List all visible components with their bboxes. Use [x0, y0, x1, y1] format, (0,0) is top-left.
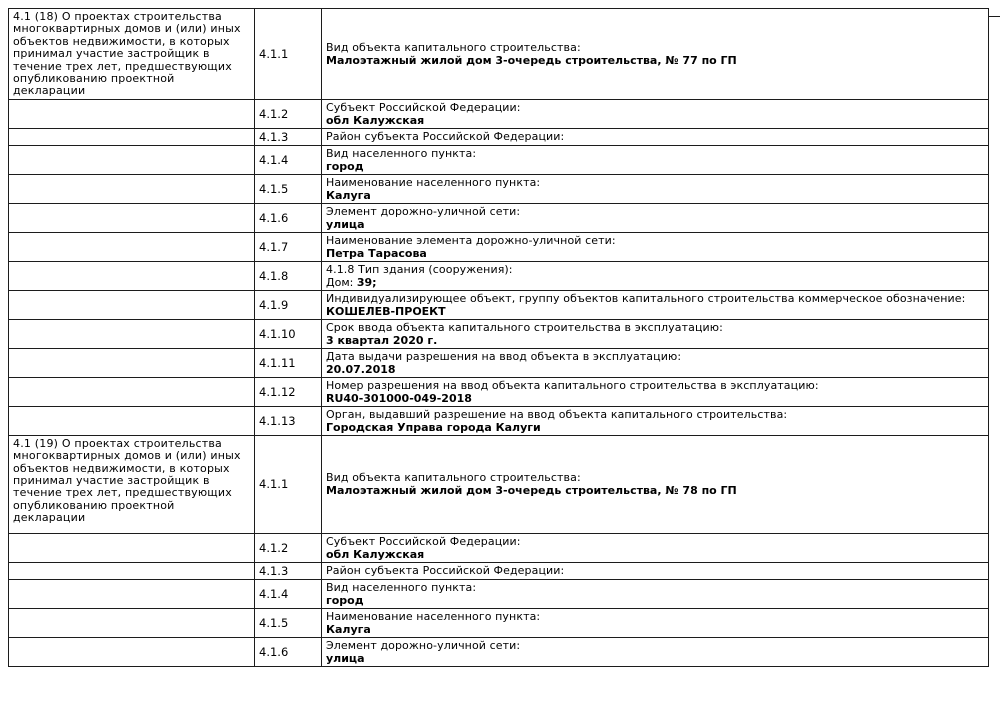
field-value — [326, 548, 984, 561]
row-content-cell — [322, 232, 989, 261]
field-value-text: 3 квартал 2020 г. — [326, 333, 438, 347]
row-content-cell — [322, 579, 989, 608]
field-value — [326, 594, 984, 607]
field-value-text: Петра Тарасова — [326, 246, 427, 260]
table-row — [9, 533, 989, 562]
field-value-text: Малоэтажный жилой дом 3-очередь строительства, № 78 по ГП — [326, 484, 737, 498]
row-content-cell — [322, 145, 989, 174]
field-value — [326, 421, 984, 434]
row-number-cell: 4.1.4 — [255, 145, 322, 174]
section-description-cell-empty — [9, 232, 255, 261]
field-value — [326, 334, 984, 347]
field-value-text: 20.07.2018 — [326, 362, 396, 376]
row-number-cell: 4.1.3 — [255, 562, 322, 579]
field-label: Орган, выдавший разрешение на ввод объекта капитального строительства: — [326, 407, 788, 421]
row-number-cell: 4.1.10 — [255, 319, 322, 348]
table-row — [9, 377, 989, 406]
field-value — [326, 218, 984, 231]
table-row — [9, 579, 989, 608]
field-label: Вид объекта капитального строительства: — [326, 471, 581, 485]
field-value — [326, 363, 984, 376]
section-description-cell-empty — [9, 562, 255, 579]
row-content-cell — [322, 261, 989, 290]
field-label: Индивидуализирующее объект, группу объектов капитального строительства коммерческое обозначение: — [326, 291, 966, 305]
section-description-cell-empty — [9, 579, 255, 608]
field-label: Наименование населенного пункта: — [326, 609, 541, 623]
section-description-cell: 4.1 (18) О проектах строительства многоквартирных домов и (или) иных объектов недвижимости, в которых принимал участие застройщик в течение трех лет, предшествующих опубликованию проектной декларации — [9, 9, 255, 100]
section-description-cell-empty — [9, 145, 255, 174]
field-value — [326, 189, 984, 202]
section-description-cell-empty — [9, 174, 255, 203]
field-value-text: Калуга — [326, 622, 371, 636]
row-number-cell: 4.1.3 — [255, 128, 322, 145]
table-row — [9, 319, 989, 348]
row-number-cell: 4.1.5 — [255, 608, 322, 637]
row-number-cell: 4.1.6 — [255, 203, 322, 232]
field-value — [326, 114, 984, 127]
table-row — [9, 99, 989, 128]
table-row — [9, 232, 989, 261]
field-value — [326, 392, 984, 405]
section-description-cell-empty — [9, 261, 255, 290]
field-value-prefix: Дом: — [326, 275, 357, 289]
field-value-text: Малоэтажный жилой дом 3-очередь строительства, № 77 по ГП — [326, 53, 737, 67]
row-content-cell — [322, 290, 989, 319]
table-row — [9, 145, 989, 174]
field-label: Наименование населенного пункта: — [326, 175, 541, 189]
table-row — [9, 203, 989, 232]
field-label: Наименование элемента дорожно-уличной сети: — [326, 233, 616, 247]
row-number-cell: 4.1.7 — [255, 232, 322, 261]
field-label: Вид населенного пункта: — [326, 146, 477, 160]
row-content-cell — [322, 348, 989, 377]
field-value-text: 39; — [356, 275, 377, 289]
field-value-text: Калуга — [326, 188, 371, 202]
table-row — [9, 290, 989, 319]
row-content-cell — [322, 435, 989, 533]
field-label: Район субъекта Российской Федерации: — [326, 564, 565, 578]
field-value — [326, 484, 984, 497]
table-row — [9, 608, 989, 637]
row-number-cell: 4.1.4 — [255, 579, 322, 608]
document-page — [0, 8, 1000, 707]
section-description-cell-empty — [9, 377, 255, 406]
table-row — [9, 261, 989, 290]
field-label: Срок ввода объекта капитального строительства в эксплуатацию: — [326, 320, 723, 334]
table-row — [9, 9, 989, 100]
row-number-cell: 4.1.2 — [255, 99, 322, 128]
row-content-cell — [322, 406, 989, 435]
field-label: Элемент дорожно-уличной сети: — [326, 638, 521, 652]
section-description-cell-empty — [9, 128, 255, 145]
row-content-cell — [322, 562, 989, 579]
field-value-text: Городская Управа города Калуги — [326, 420, 541, 434]
row-content-cell — [322, 319, 989, 348]
field-label: Субъект Российской Федерации: — [326, 534, 521, 548]
field-label: Субъект Российской Федерации: — [326, 100, 521, 114]
table-row — [9, 637, 989, 666]
row-number-cell: 4.1.11 — [255, 348, 322, 377]
row-number-cell: 4.1.2 — [255, 533, 322, 562]
section-description-cell: 4.1 (19) О проектах строительства многоквартирных домов и (или) иных объектов недвижимости, в которых принимал участие застройщик в течение трех лет, предшествующих опубликованию проектной декларации — [9, 435, 255, 533]
field-label: Номер разрешения на ввод объекта капитального строительства в эксплуатацию: — [326, 378, 819, 392]
row-content-cell — [322, 637, 989, 666]
row-number-cell: 4.1.13 — [255, 406, 322, 435]
field-value — [326, 247, 984, 260]
field-value — [326, 160, 984, 173]
field-value — [326, 652, 984, 665]
table-row — [9, 406, 989, 435]
section-description-cell-empty — [9, 290, 255, 319]
row-content-cell — [322, 608, 989, 637]
field-value-text: город — [326, 593, 364, 607]
row-number-cell: 4.1.12 — [255, 377, 322, 406]
field-value-text: обл Калужская — [326, 547, 425, 561]
section-description-cell-empty — [9, 348, 255, 377]
field-value — [326, 54, 984, 67]
declaration-table-body — [9, 9, 989, 667]
section-description-cell-empty — [9, 406, 255, 435]
field-value-text: город — [326, 159, 364, 173]
section-description-cell-empty — [9, 319, 255, 348]
top-border-extension — [988, 16, 1000, 17]
row-number-cell: 4.1.9 — [255, 290, 322, 319]
field-label: Элемент дорожно-уличной сети: — [326, 204, 521, 218]
table-row — [9, 562, 989, 579]
table-row — [9, 174, 989, 203]
field-label: Вид объекта капитального строительства: — [326, 40, 581, 54]
field-value-text: КОШЕЛЕВ-ПРОЕКТ — [326, 304, 446, 318]
row-content-cell — [322, 9, 989, 100]
section-description-cell-empty — [9, 608, 255, 637]
section-description-cell-empty — [9, 637, 255, 666]
row-number-cell: 4.1.6 — [255, 637, 322, 666]
field-label: Район субъекта Российской Федерации: — [326, 130, 565, 144]
field-value-text: улица — [326, 217, 365, 231]
row-content-cell — [322, 377, 989, 406]
row-content-cell — [322, 99, 989, 128]
row-content-cell — [322, 203, 989, 232]
row-content-cell — [322, 533, 989, 562]
table-row — [9, 435, 989, 533]
row-content-cell — [322, 128, 989, 145]
row-number-cell: 4.1.1 — [255, 9, 322, 100]
section-description-cell-empty — [9, 203, 255, 232]
declaration-table — [8, 8, 989, 667]
row-number-cell: 4.1.5 — [255, 174, 322, 203]
section-description-cell-empty — [9, 533, 255, 562]
field-value — [326, 305, 984, 318]
row-content-cell — [322, 174, 989, 203]
table-row — [9, 348, 989, 377]
field-label: 4.1.8 Тип здания (сооружения): — [326, 262, 513, 276]
field-value-text: улица — [326, 651, 365, 665]
field-value — [326, 623, 984, 636]
row-number-cell: 4.1.8 — [255, 261, 322, 290]
field-label: Вид населенного пункта: — [326, 580, 477, 594]
table-row — [9, 128, 989, 145]
field-value — [326, 276, 984, 289]
field-value-text: RU40-301000-049-2018 — [326, 391, 472, 405]
field-label: Дата выдачи разрешения на ввод объекта в эксплуатацию: — [326, 349, 682, 363]
field-value-text: обл Калужская — [326, 113, 425, 127]
row-number-cell: 4.1.1 — [255, 435, 322, 533]
section-description-cell-empty — [9, 99, 255, 128]
